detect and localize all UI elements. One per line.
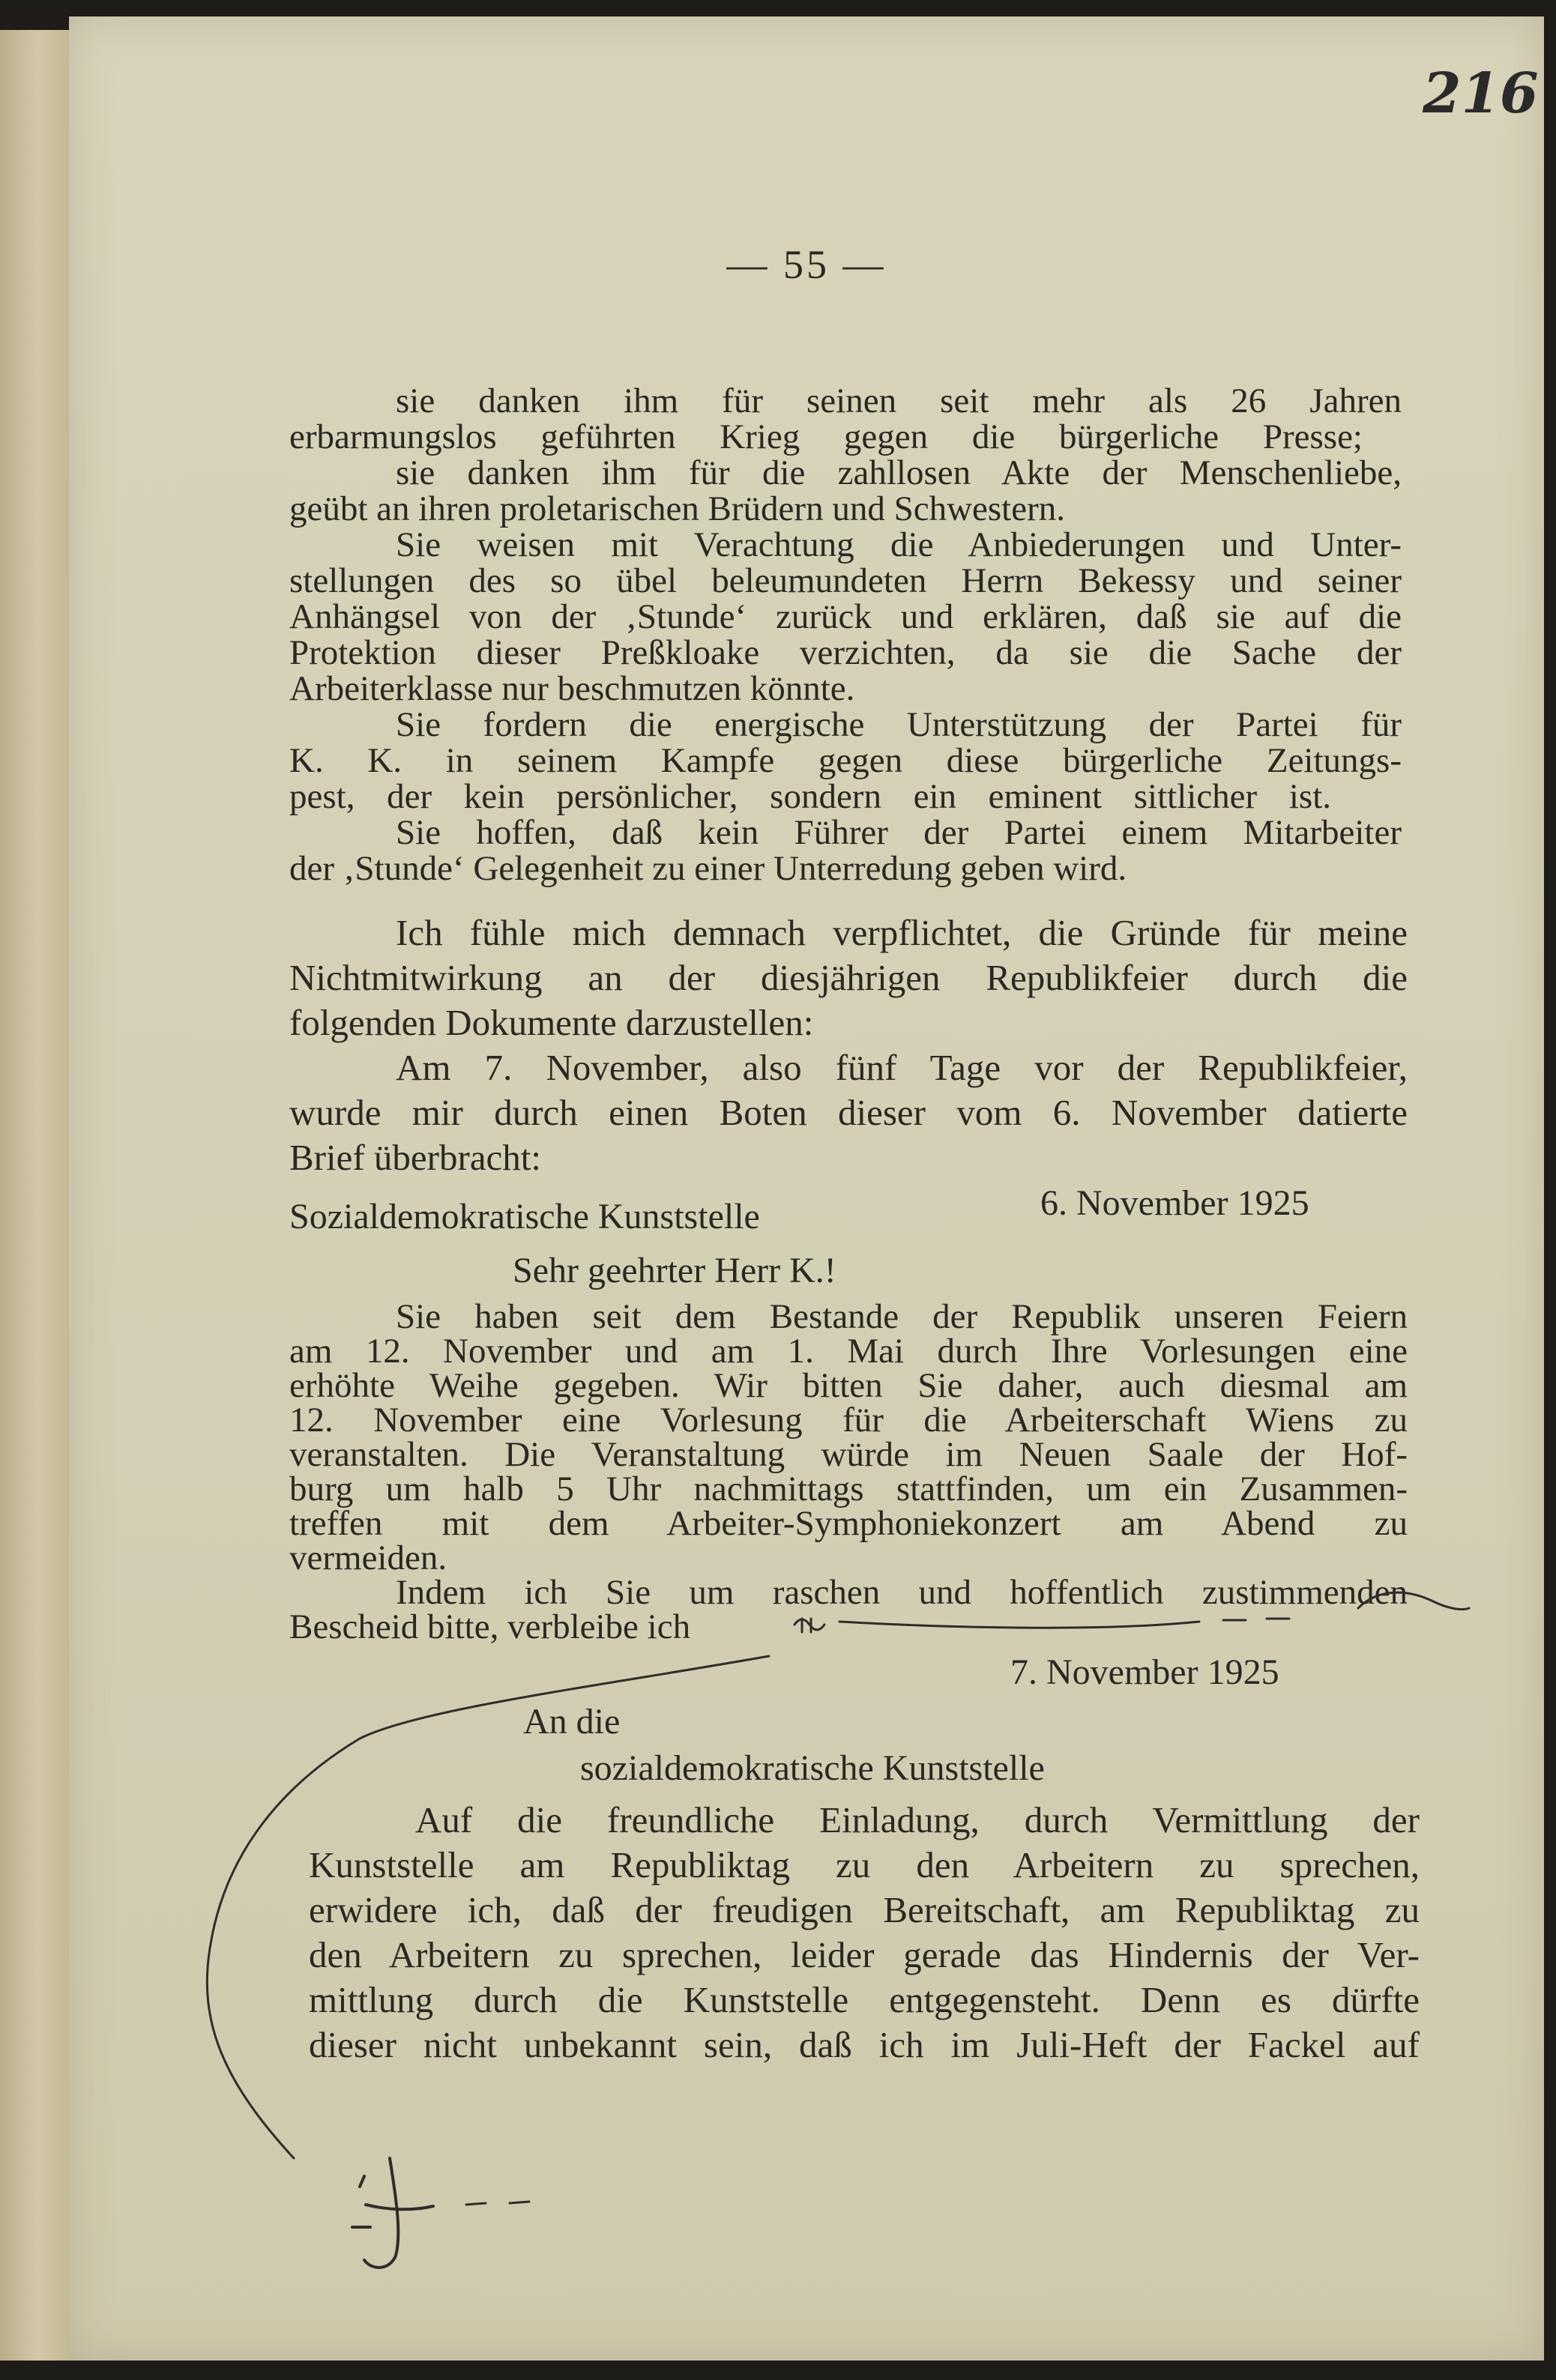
text-line: Am 7. November, also fünf Tage vor der Republikfeier, (396, 1047, 1408, 1088)
text-line: erbarmungslos geführten Krieg gegen die bürgerliche Presse; (289, 417, 1363, 456)
text-line: Bescheid bitte, verbleibe ich (289, 1607, 691, 1646)
text-line: mittlung durch die Kunststelle entgegensteht. Denn es dürfte (309, 1979, 1420, 2020)
text-line: Anhängsel von der ‚Stunde‘ zurück und erklären, daß sie auf die (289, 597, 1402, 636)
text-line: Sie hoffen, daß kein Führer der Partei einem Mitarbeiter (396, 813, 1402, 852)
text-line: 12. November eine Vorlesung für die Arbeiterschaft Wiens zu (289, 1401, 1408, 1440)
page-number: — 55 — (726, 242, 887, 287)
text-line: wurde mir durch einen Boten dieser vom 6. November datierte (289, 1092, 1408, 1133)
text-line: Sie haben seit dem Bestande der Republik unseren Feiern (396, 1297, 1408, 1336)
text-line: Auf die freundliche Einladung, durch Vermittlung der (415, 1799, 1420, 1840)
book-page (69, 16, 1544, 2361)
text-line: Ich fühle mich demnach verpflichtet, die Gründe für meine (396, 912, 1408, 953)
text-line: K. K. in seinem Kampfe gegen diese bürgerliche Zeitungs- (289, 741, 1402, 780)
text-line: Indem ich Sie um raschen und hoffentlich zustimmenden (396, 1573, 1408, 1612)
text-line: veranstalten. Die Veranstaltung würde im Neuen Saale der Hof- (289, 1435, 1408, 1474)
letter-salutation: Sehr geehrter Herr K.! (513, 1251, 836, 1290)
text-line: der ‚Stunde‘ Gelegenheit zu einer Unterredung geben wird. (289, 849, 1127, 888)
letter-date: 7. November 1925 (1010, 1652, 1279, 1692)
text-line: den Arbeitern zu sprechen, leider gerade das Hindernis der Ver- (309, 1934, 1420, 1975)
text-line: Sie weisen mit Verachtung die Anbiederungen und Unter- (396, 525, 1402, 564)
text-line: Sie fordern die energische Unterstützung der Partei für (396, 705, 1402, 744)
letter-date: 6. November 1925 (1040, 1183, 1309, 1223)
text-line: pest, der kein persönlicher, sondern ein eminent sittlicher ist. (289, 777, 1331, 816)
text-line: Protektion dieser Preßkloake verzichten, da sie die Sache der (289, 633, 1402, 672)
letter-address: An die (523, 1702, 621, 1742)
handwritten-folio-number: 216 (1423, 61, 1539, 126)
text-line: Arbeiterklasse nur beschmutzen könnte. (289, 669, 855, 708)
text-line: sie danken ihm für seinen seit mehr als 26 Jahren (396, 381, 1402, 420)
letter-sender: Sozialdemokratische Kunststelle (289, 1197, 760, 1236)
text-line: geübt an ihren proletarischen Brüdern und Schwestern. (289, 489, 1065, 528)
text-line: burg um halb 5 Uhr nachmittags stattfinden, um ein Zusammen- (289, 1470, 1408, 1508)
text-line: vermeiden. (289, 1538, 447, 1577)
text-line: am 12. November und am 1. Mai durch Ihre Vorlesungen eine (289, 1332, 1408, 1371)
book-spine-edge (0, 30, 71, 2361)
text-line: stellungen des so übel beleumundeten Herrn Bekessy und seiner (289, 561, 1402, 600)
text-line: folgenden Dokumente darzustellen: (289, 1002, 814, 1043)
text-line: dieser nicht unbekannt sein, daß ich im Juli-Heft der Fackel auf (309, 2024, 1420, 2065)
text-line: erhöhte Weihe gegeben. Wir bitten Sie daher, auch diesmal am (289, 1366, 1408, 1405)
text-line: treffen mit dem Arbeiter-Symphoniekonzert am Abend zu (289, 1504, 1408, 1543)
text-line: Brief überbracht: (289, 1137, 542, 1178)
text-line: Kunststelle am Republiktag zu den Arbeitern zu sprechen, (309, 1844, 1420, 1885)
text-line: Nichtmitwirkung an der diesjährigen Republikfeier durch die (289, 957, 1408, 998)
text-line: erwidere ich, daß der freudigen Bereitschaft, am Republiktag zu (309, 1889, 1420, 1930)
text-line: sie danken ihm für die zahllosen Akte der Menschenliebe, (396, 453, 1402, 492)
letter-address: sozialdemokratische Kunststelle (580, 1748, 1045, 1788)
